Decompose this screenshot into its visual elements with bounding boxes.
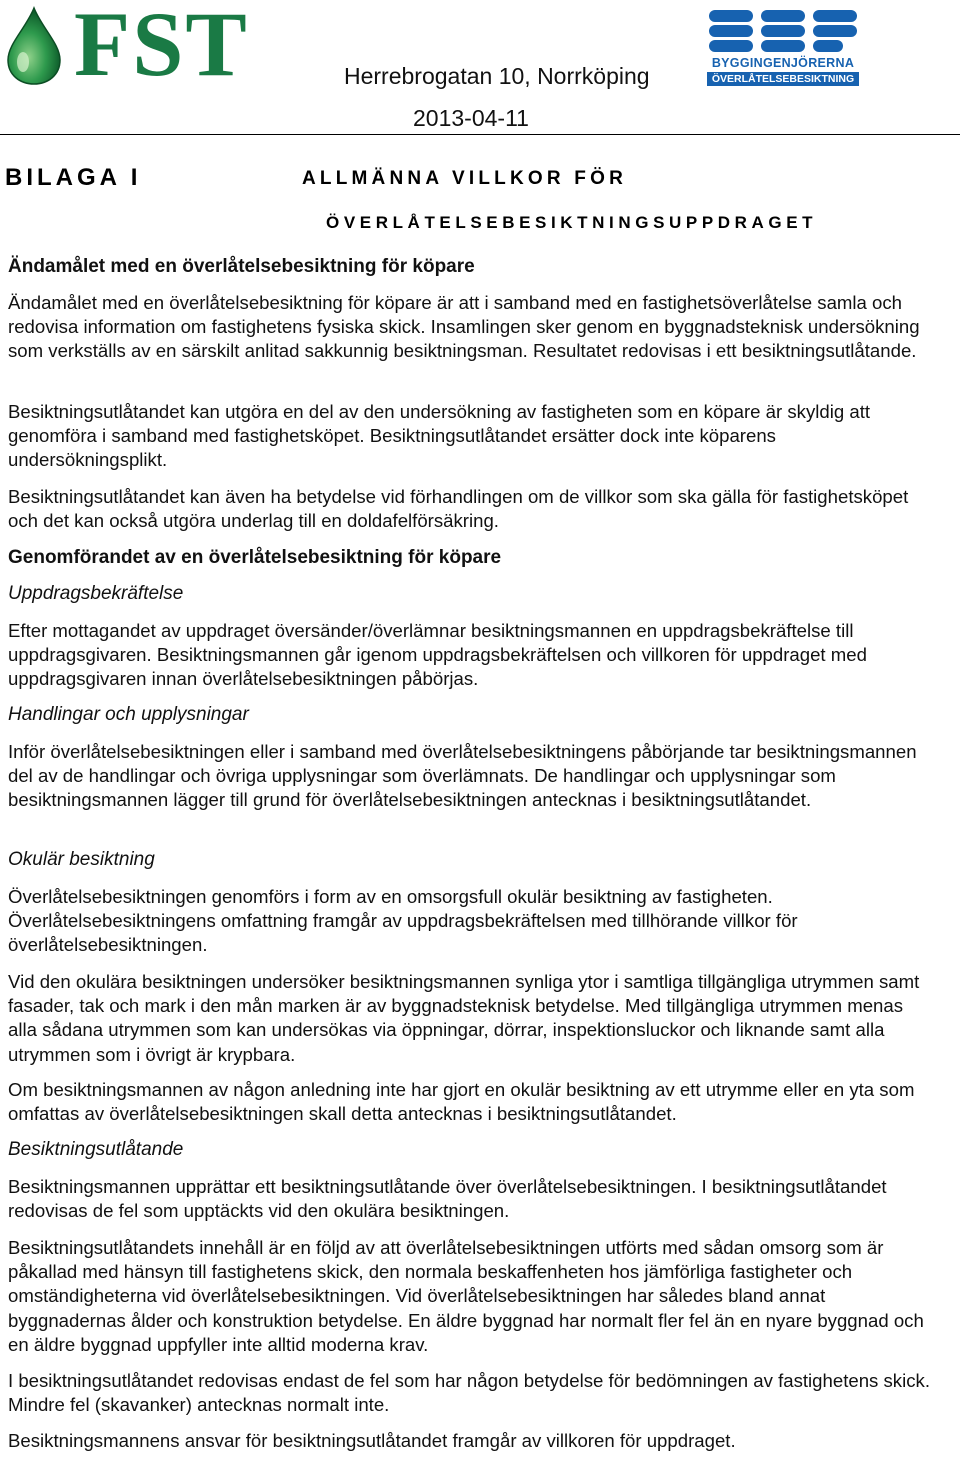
report-paragraph-3: I besiktningsutlåtandet redovisas endast de fel som har någon betydelse för bedömningen av fastighetens skick. Mindre fel (skavanker) antecknas normalt inte. — [8, 1370, 930, 1416]
confirmation-heading: Uppdragsbekräftelse — [8, 583, 184, 604]
header-divider — [0, 134, 960, 135]
title-line1: ALLMÄNNA VILLKOR FÖR — [302, 168, 627, 189]
execution-heading: Genomförandet av en överlåtelsebesiktning för köpare — [8, 547, 502, 568]
visual-inspection-heading: Okulär besiktning — [8, 849, 155, 870]
purpose-paragraph-2: Besiktningsutlåtandet kan utgöra en del av den undersökning av fastigheten som en köpare är skyldig att genomföra i samband med fastighetsköpet. Besiktningsutlåtandet ersätter dock inte köparens undersökningsplikt. — [8, 401, 871, 471]
visual-inspection-paragraph-3: Om besiktningsmannen av någon anledning inte har gjort en okulär besiktning av ett utrymme eller en yta som omfattas av överlåtelsebesiktningen skall detta antecknas i besiktningsutlåtandet. — [8, 1079, 915, 1125]
purpose-paragraph-1: Ändamålet med en överlåtelsebesiktning för köpare är att i samband med en fastighetsöverlåtelse samla och redovisa information om fastighetens fysiska skick. Insamlingen sker genom en byggnadsteknisk undersökning som verkställs av en särskilt anlitad sakkunnig besiktningsman. Resultatet redovisas i ett besiktningsutlåtande. — [8, 292, 920, 362]
documents-paragraph: Inför överlåtelsebesiktningen eller i samband med överlåtelsebesiktningens påbörjande tar besiktningsmannen del av de handlingar och övriga upplysningar som överlämnats. De handlingar och upplysningar som besiktningsmannen lägger till grund för överlåtelsebesiktningen antecknas i besiktningsutlåtandet. — [8, 741, 917, 811]
visual-inspection-paragraph-2: Vid den okulära besiktningen undersöker besiktningsmannen synliga ytor i samtliga tillgängliga utrymmen samt fasader, tak och mark i den mån marken är av byggnadsteknisk betydelse. Med tillgängliga utrymmen menas alla sådana utrymmen som kan undersökas via öppningar, dörrar, inspektionsluckor och liknande samt alla utrymmen som i övrigt är krypbara. — [8, 971, 920, 1065]
sbr-logo — [707, 8, 859, 88]
visual-inspection-paragraph-1: Överlåtelsebesiktningen genomförs i form av en omsorgsfull okulär besiktning av fastigheten. Överlåtelsebesiktningens omfattning framgår av uppdragsbekräftelsen med tillhörande villkor för överlåtelsebesiktningen. — [8, 886, 798, 956]
green-drop-icon — [4, 4, 64, 86]
purpose-heading: Ändamålet med en överlåtelsebesiktning för köpare — [8, 256, 475, 277]
sbr-logo-line1: BYGGINGENJÖRERNA — [711, 56, 855, 70]
title-line2: ÖVERLÅTELSEBESIKTNINGSUPPDRAGET — [326, 213, 818, 232]
appendix-label: BILAGA I — [5, 164, 142, 191]
report-paragraph-2: Besiktningsutlåtandets innehåll är en följd av att överlåtelsebesiktningen utförts med sådan omsorg som är påkallad med hänsyn till fastighetens skick, den normala beskaffenheten hos jämförliga fastigheter och omständigheterna vid överlåtelsebesiktningen. Vid överlåtelsebesiktningen har således bland annat byggnadernas ålder och konstruktion betydelse. En äldre byggnad har normalt fler fel än en nyare byggnad och en äldre byggnad uppfyller inte alltid moderna krav. — [8, 1237, 924, 1355]
documents-heading: Handlingar och upplysningar — [8, 704, 249, 725]
fst-logo-text: FST — [74, 0, 249, 95]
address: Herrebrogatan 10, Norrköping — [344, 63, 650, 89]
confirmation-paragraph: Efter mottagandet av uppdraget översänder/överlämnar besiktningsmannen en uppdragsbekräftelse till uppdragsgivaren. Besiktningsmannen går igenom uppdragsbekräftelsen och villkoren för uppdraget med uppdragsgivaren innan överlåtelsebesiktningen påbörjas. — [8, 620, 867, 690]
report-paragraph-1: Besiktningsmannen upprättar ett besiktningsutlåtande över överlåtelsebesiktningen. I besiktningsutlåtandet redovisas de fel som upptäckts vid den okulära besiktningen. — [8, 1176, 887, 1222]
report-heading: Besiktningsutlåtande — [8, 1139, 184, 1160]
sbr-emblem-icon — [707, 8, 859, 54]
page-header — [0, 0, 960, 137]
report-paragraph-4: Besiktningsmannens ansvar för besiktningsutlåtandet framgår av villkoren för uppdraget. — [8, 1430, 736, 1451]
purpose-paragraph-3: Besiktningsutlåtandet kan även ha betydelse vid förhandlingen om de villkor som ska gälla för fastighetsköpet och det kan också utgöra underlag till en doldafelförsäkring. — [8, 486, 909, 532]
sbr-logo-line2: ÖVERLÅTELSEBESIKTNING — [707, 72, 859, 86]
document-date: 2013-04-11 — [413, 105, 529, 131]
fst-logo — [4, 0, 274, 95]
